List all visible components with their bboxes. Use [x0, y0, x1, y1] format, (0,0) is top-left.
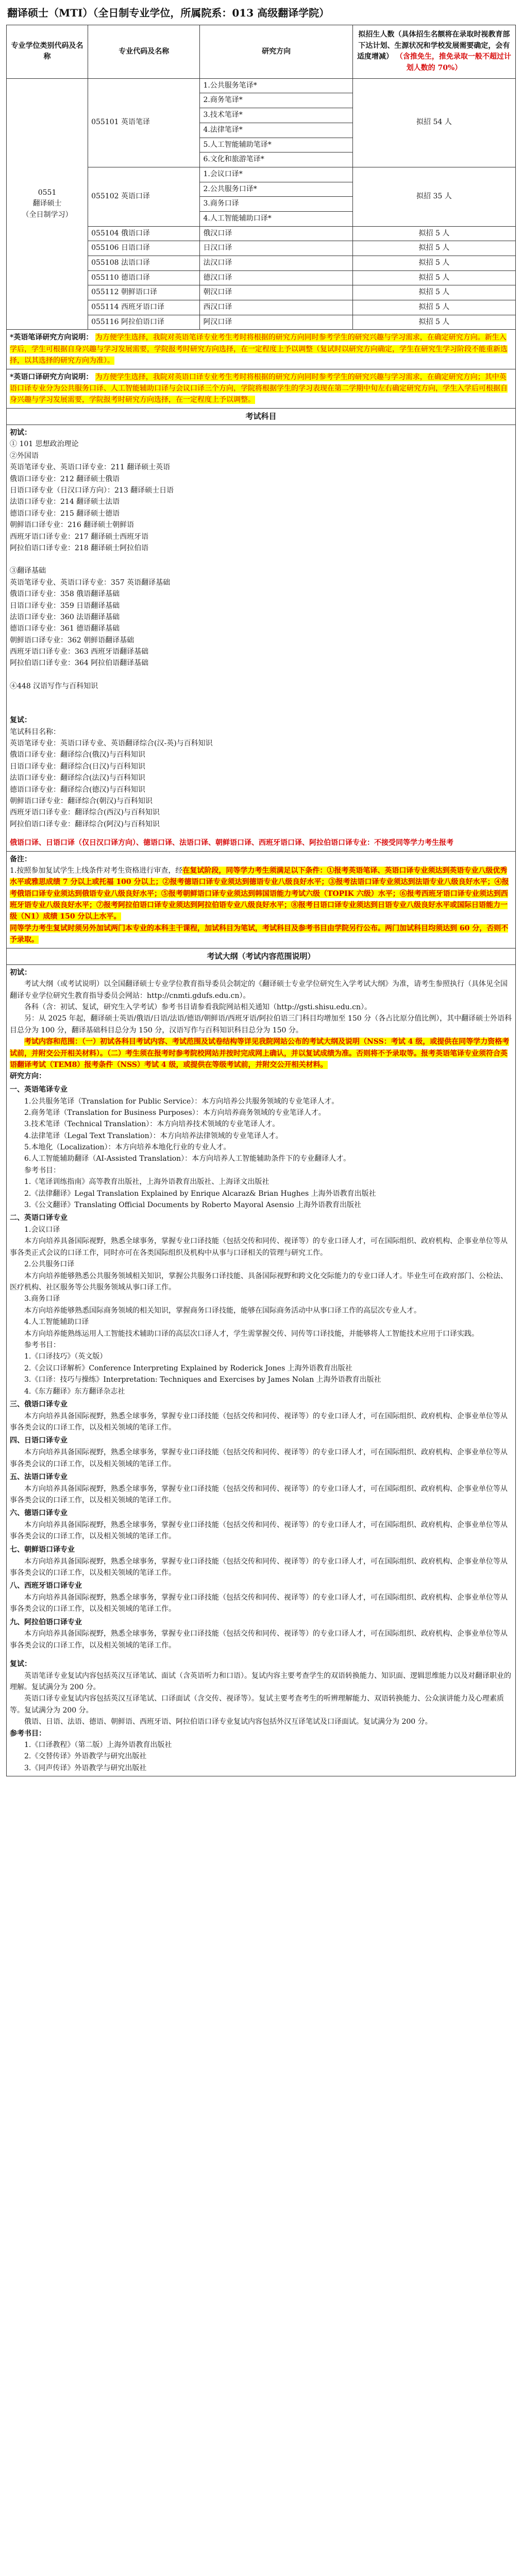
note-translation-block	[6, 330, 516, 369]
retest-paragraph: 英语笔译专业复试内容包括英汉互译笔试、面试（含英语听力和口语）。复试内容主要考查学生的双语转换能力、知识面、逻辑思维能力以及对翻译职业的理解。复试满分为 200 分。	[10, 1671, 511, 1692]
remarks-block	[6, 852, 516, 948]
note-interpreting-label: *英语口译研究方向说明：	[10, 372, 93, 381]
exam-item	[10, 669, 512, 681]
enrollment-header-text: 拟招生人数（具体招生名额将在录取时视教育部下达计划、生源状况和学校发展需要确定，会有适度增减）	[357, 30, 510, 61]
table-header-row	[7, 25, 516, 79]
major-cell: 055101 英语笔译	[88, 78, 200, 167]
exam-items	[10, 438, 512, 830]
major-cell: 055102 英语口译	[88, 167, 200, 226]
exam-item: 法语口译专业：214 翻译硕士法语	[10, 498, 120, 506]
exam-item: 法语口译专业：翻译综合(法汉)与百科知识	[10, 774, 145, 783]
remarks-highlight: 在复试阶段，同等学力考生须满足以下条件：①报考英语笔译、英语口译专业须达到英语专业八级优秀水平或雅思成绩 7 分以上或托福 100 分以上；②报考德语口译专业须达到德语专业八级良好水平；③报考法语口译专业须达到法语专业八级良好水平；④报考俄语口译专业须达到俄语专业八级良好水平；⑤报考朝鲜语口译专业须达到韩国语能力考试六级（TOPIK 六级）水平；⑥报考西班牙语口译专业须达到西班牙语专业八级良好水平；⑦报考阿拉伯语口译专业须达到阿拉伯语专业八级良好水平；⑧报考日语口译专业须达到日语专业八级良好水平或国际日语能力一级（N1）成绩 150 分以上水平。	[10, 866, 509, 921]
outline-section-paragraph: 3.商务口译	[24, 1295, 60, 1303]
header-direction: 研究方向	[200, 25, 352, 79]
exam-item: 西班牙语口译专业：217 翻译硕士西班牙语	[10, 532, 149, 541]
direction-cell: 朝汉口译	[200, 285, 352, 300]
direction-cell: 阿汉口译	[200, 315, 352, 330]
exam-heading: 考试科目	[6, 409, 516, 425]
exam-item: 德语口译专业：361 德语翻译基础	[10, 624, 120, 633]
enrollment-cell: 拟招 5 人	[352, 241, 515, 256]
major-cell: 055104 俄语口译	[88, 226, 200, 241]
outline-section-paragraph: 4.人工智能辅助口译	[24, 1318, 89, 1327]
category-cell: 0551 翻译硕士 （全日制学习）	[7, 78, 88, 330]
outline-section-paragraph: 本方向培养具备国际视野，熟悉全球事务，掌握专业口译技能（包括交传和同传、视译等）的专业口译人才，可在国际组织、政府机构、企事业单位等从事各类会议的口译工作，以及相关领域的笔译工作。	[10, 1412, 508, 1432]
direction-cell: 3.商务口译	[200, 197, 352, 212]
outline-heading: 考试大纲（考试内容范围说明）	[6, 948, 516, 965]
outline-section-paragraph: 本方向培养能熟练运用人工智能技术辅助口译的高层次口译人才，学生需掌握交传、同传等口译技能，并能够将人工智能技术应用于口译实践。	[24, 1329, 479, 1338]
note-translation-text: 为方便学生选择，我院对英语笔译专业考生考时将根据的研究方向同时参考学生的研究兴趣与学习需求，在确定研究方向。新生入学后，学生可根据自身兴趣与学习发展需要，学院报考时研究方向选择，在一定程度上予以调整（复试时以研究方向确定，学生在研究生学习阶段不能重新选择，以其选择的研究方向为准）。	[10, 333, 508, 365]
outline-intro-2: 各科（含：初试、复试，研究生入学考试）参考书目请参看我院网站相关通知（http://gsti.shisu.edu.cn）。	[24, 1003, 372, 1012]
exam-item: 法语口译专业：360 法语翻译基础	[10, 613, 120, 621]
exam-item: 朝鲜语口译专业：216 翻译硕士朝鲜语	[10, 521, 134, 530]
remarks-plain: 1.按照参加复试学生上线条件对考生资格进行审查，经	[10, 866, 183, 875]
direction-cell: 日汉口译	[200, 241, 352, 256]
major-table-body	[7, 78, 516, 330]
outline-section-paragraph: 1.会议口译	[24, 1226, 60, 1234]
exam-item: ②外国语	[10, 451, 39, 460]
outline-section-paragraph: 3.技术笔译（Technical Translation）：本方向培养技术领域的专业笔译人才。	[24, 1120, 280, 1129]
exam-item: 西班牙语口译专业：363 西班牙语翻译基础	[10, 648, 149, 656]
direction-cell: 1.会议口译*	[200, 167, 352, 182]
exam-item: 日语口译专业（日汉口译方向）：213 翻译硕士日语	[10, 486, 174, 495]
outline-section-paragraph: 1.公共服务笔译（Translation for Public Service）：本方向培养公共服务领域的专业笔译人才。	[24, 1097, 339, 1106]
exam-item: ③翻译基础	[10, 567, 46, 575]
direction-cell: 法汉口译	[200, 256, 352, 271]
exam-item: 阿拉伯语口译专业：364 阿拉伯语翻译基础	[10, 659, 149, 668]
enrollment-cell: 拟招 5 人	[352, 315, 515, 330]
outline-section-paragraph: 参考书目：	[24, 1341, 60, 1349]
refs-label: 参考书目：	[10, 1729, 46, 1738]
outline-section-title: 二、英语口译专业	[10, 1214, 68, 1223]
exam-block	[6, 425, 516, 852]
header-category: 专业学位类别代码及名称	[7, 25, 88, 79]
direction-cell: 西汉口译	[200, 300, 352, 315]
exam-item: 朝鲜语口译专业：362 朝鲜语翻译基础	[10, 636, 134, 645]
outline-section-paragraph: 5.本地化（Localization）：本方向培养本地化行业的专业人才。	[24, 1143, 231, 1152]
outline-section-paragraph: 本方向培养具备国际视野，熟悉全球事务，掌握专业口译技能（包括交传和同传、视译等）的专业口译人才，可在国际组织、政府机构、企事业单位等从事各类会议的口译工作，以及相关领域的笔译工作。	[10, 1630, 508, 1650]
outline-section-paragraph: 2.《会议口译解析》Conference Interpreting Explained by Roderick Jones 上海外语教育出版社	[24, 1364, 352, 1372]
direction-cell: 德汉口译	[200, 270, 352, 285]
outline-block	[6, 965, 516, 1776]
direction-cell: 3.技术笔译*	[200, 108, 352, 123]
exam-red-note: 俄语口译、日语口译（仅日汉口译方向）、德语口译、法语口译、朝鲜语口译、西班牙语口译、阿拉伯语口译专业：不接受同等学力考生报考	[10, 839, 453, 848]
outline-sections	[10, 1084, 512, 1651]
exam-item: 英语笔译专业、英语口译专业：211 翻译硕士英语	[10, 463, 171, 472]
outline-section-paragraph: 6.人工智能辅助翻译（AI-Assisted Translation）：本方向培养人工智能辅助条件下的专业翻译人才。	[24, 1155, 351, 1163]
direction-cell: 1.公共服务笔译*	[200, 78, 352, 93]
outline-first-label: 初试：	[10, 968, 31, 977]
exam-item: 德语口译专业：215 翻译硕士德语	[10, 509, 120, 518]
remarks-highlight-2: 同等学力考生复试时须另外加试两门本专业的本科主干课程，加试科目为笔试，考试科目及参考书目由学院另行公布。两门加试科目均须达到 60 分，否则不予录取。	[10, 924, 509, 944]
exam-item	[10, 554, 512, 565]
outline-section-paragraph: 3.《口译：技巧与操练》Interpretation: Techniques and Exercises by James Nolan 上海外语教育出版社	[24, 1376, 381, 1384]
retest-paragraph: 英语口译专业复试内容包括英汉互译笔试、口译面试（含交传、视译等）。复试主要考查考生的听辨理解能力、双语转换能力、公众演讲能力及心理素质等。复试满分为 200 分。	[10, 1694, 504, 1715]
exam-item: 英语笔译专业：英语口译专业、英语翻译综合(汉-英)与百科知识	[10, 739, 213, 748]
exam-item: 复试：	[10, 716, 31, 725]
outline-section-paragraph: 2.《法律翻译》Legal Translation Explained by Enrique Alcaraz& Brian Hughes 上海外语教育出版社	[24, 1189, 376, 1198]
outline-section-paragraph: 本方向培养具备国际视野，熟悉全球事务，掌握专业口译技能（包括交传和同传、视译等）的专业口译人才，可在国际组织、政府机构、企事业单位等从事各类正式会议的口译工作，同时亦可在各类国际组织及机构中从事与口译相关的管理与研究工作。	[10, 1237, 508, 1257]
outline-section-paragraph: 2.公共服务口译	[24, 1260, 75, 1269]
exam-item: 日语口译专业：翻译综合(日汉)与百科知识	[10, 762, 145, 771]
header-major: 专业代码及名称	[88, 25, 200, 79]
exam-item: 西班牙语口译专业：翻译综合(西汉)与百科知识	[10, 808, 160, 817]
outline-section-paragraph: 本方向培养具备国际视野，熟悉全球事务，掌握专业口译技能（包括交传和同传、视译等）的专业口译人才，可在国际组织、政府机构、企事业单位等从事各类会议的口译工作，以及相关领域的笔译工作。	[10, 1593, 508, 1614]
ref-item: 3.《同声传译》外语教学与研究出版社	[24, 1764, 147, 1772]
exam-item: 俄语口译专业：212 翻译硕士俄语	[10, 474, 120, 483]
exam-item: 德语口译专业：翻译综合(德汉)与百科知识	[10, 785, 145, 794]
note-interpreting-block	[6, 369, 516, 409]
direction-cell: 2.商务笔译*	[200, 93, 352, 108]
outline-section-title: 八、西班牙语口译专业	[10, 1582, 82, 1590]
outline-section-title: 五、法语口译专业	[10, 1472, 68, 1481]
outline-section-paragraph: 本方向培养具备国际视野，熟悉全球事务，掌握专业口译技能（包括交传和同传、视译等）的专业口译人才，可在国际组织、政府机构、企事业单位等从事各类会议的口译工作，以及相关领域的笔译工作。	[10, 1521, 508, 1541]
table-row	[7, 78, 516, 93]
major-cell: 055106 日语口译	[88, 241, 200, 256]
retest-paras	[10, 1670, 512, 1728]
ref-item: 1.《口译教程》（第二版）上海外语教育出版社	[24, 1740, 172, 1749]
outline-section-paragraph: 本方向培养能够熟悉公共服务领域相关知识，掌握公共服务口译技能、具备国际视野和跨文化交际能力的专业口译人才。毕业生可在政府部门、公检法、医疗机构、社区服务等公共服务领域从事口译工作。	[10, 1272, 508, 1292]
remarks-label: 备注：	[10, 855, 31, 863]
ref-item: 2.《交替传译》外语教学与研究出版社	[24, 1752, 147, 1761]
outline-section-paragraph: 4.《东方翻译》东方翻译杂志社	[24, 1387, 125, 1396]
outline-section-title: 三、俄语口译专业	[10, 1400, 68, 1409]
outline-section-paragraph: 2.商务笔译（Translation for Business Purposes）：本方向培养商务领域的专业笔译人才。	[24, 1108, 326, 1117]
enrollment-cell: 拟招 5 人	[352, 270, 515, 285]
exam-item: 俄语口译专业：358 俄语翻译基础	[10, 590, 120, 599]
exam-item	[10, 692, 512, 703]
direction-cell: 4.法律笔译*	[200, 123, 352, 138]
retest-label: 复试：	[10, 1660, 31, 1669]
header-enrollment	[352, 25, 515, 79]
outline-extra: 另：从 2025 年起，翻译硕士英语/俄语/日语/法语/德语/朝鲜语/西班牙语/阿拉伯语三门科目均增加至 150 分（各占比原分值比例），其中翻译硕士外语科目总分为 100 分，翻译基础科目总分为 150 分，汉语写作与百科知识科目总分为 150 分。	[10, 1014, 512, 1035]
outline-intro: 考试大纲（或考试说明）以全国翻译硕士专业学位教育指导委员会制定的《翻译硕士专业学位研究生入学考试大纲》为准，请考生参照执行（具体见全国翻译专业学位研究生教育指导委员会网站：http://cnmti.gdufs.edu.cn）。	[10, 980, 508, 1000]
major-cell: 055108 法语口译	[88, 256, 200, 271]
direction-cell: 俄汉口译	[200, 226, 352, 241]
exam-item: 英语笔译专业、英语口译专业：357 英语翻译基础	[10, 578, 171, 587]
outline-section-paragraph: 1.《笔译训练指南》高等教育出版社，上海外语教育出版社、上海译文出版社	[24, 1178, 270, 1187]
outline-section-paragraph: 本方向培养具备国际视野，熟悉全球事务，掌握专业口译技能（包括交传和同传、视译等）的专业口译人才，可在国际组织、政府机构、企事业单位等从事各类会议的口译工作，以及相关领域的笔译工作。	[10, 1484, 508, 1504]
major-cell: 055114 西班牙语口译	[88, 300, 200, 315]
enrollment-cell: 拟招 5 人	[352, 300, 515, 315]
exam-item: ④448 汉语写作与百科知识	[10, 682, 98, 690]
exam-item: 阿拉伯语口译专业：翻译综合(阿汉)与百科知识	[10, 820, 160, 828]
outline-section-title: 一、英语笔译专业	[10, 1085, 68, 1094]
outline-section-paragraph: 本方向培养具备国际视野，熟悉全球事务，掌握专业口译技能（包括交传和同传、视译等）的专业口译人才，可在国际组织、政府机构、企事业单位等从事各类会议的口译工作，以及相关领域的笔译工作。	[10, 1557, 508, 1577]
major-cell: 055112 朝鲜语口译	[88, 285, 200, 300]
exam-item: 笔试科目名称：	[10, 727, 60, 736]
direction-cell: 4.人工智能辅助口译*	[200, 211, 352, 226]
exam-item: 朝鲜语口译专业：翻译综合(朝汉)与百科知识	[10, 796, 153, 805]
retest-paragraph: 俄语、日语、法语、德语、朝鲜语、西班牙语、阿拉伯语口译专业复试内容包括外汉互译笔试及口译面试。复试满分为 200 分。	[24, 1718, 432, 1726]
enrollment-cell: 拟招 5 人	[352, 226, 515, 241]
outline-section-paragraph: 4.法律笔译（Legal Text Translation）：本方向培养法律领域的专业笔译人才。	[24, 1131, 283, 1140]
outline-section-title: 四、日语口译专业	[10, 1436, 68, 1445]
page-title: 翻译硕士（MTI）（全日制专业学位，所属院系：013 高级翻译学院）	[7, 7, 330, 19]
outline-section-paragraph: 参考书目：	[24, 1166, 60, 1175]
enrollment-cell: 拟招 54 人	[352, 78, 515, 167]
enrollment-cell: 拟招 35 人	[352, 167, 515, 226]
outline-red-note: 考试内容和范围：（一）初试各科目考试内容、考试范围及试卷结构等详见我院网站公布的考试大纲及说明（NSS：考试 4 级，或提供在同等学力资格考试前，并附交公开相关材料）。（二）考生须在报考时参考院校网站并按时完成网上确认，并以复试成绩为准。否则将不予录取等。报考英语笔译专业须符合英语翻译考试（TEM8）报考条件（NSS）考试 4 级，或提供在等级考试前，并附交公开相关材料。	[10, 1038, 510, 1070]
major-cell: 055116 阿拉伯语口译	[88, 315, 200, 330]
exam-item: 阿拉伯语口译专业：218 翻译硕士阿拉伯语	[10, 544, 149, 552]
outline-section-paragraph: 本方向培养具备国际视野，熟悉全球事务，掌握专业口译技能（包括交传和同传、视译等）的专业口译人才，可在国际组织、政府机构、企事业单位等从事各类会议的口译工作，以及相关领域的笔译工作。	[10, 1448, 508, 1468]
note-translation-label: *英语笔译研究方向说明：	[10, 333, 93, 342]
direction-cell: 2.公共服务口译*	[200, 182, 352, 197]
exam-item: 俄语口译专业：翻译综合(俄汉)与百科知识	[10, 751, 145, 759]
outline-section-paragraph: 3.《公文翻译》Translating Official Documents by Roberto Mayoral Asensio 上海外语教育出版社	[24, 1201, 361, 1210]
note-interpreting-text: 为方便学生选择，我院对英语口译专业考生考时将根据的研究方向同时参考学生的研究兴趣与学习需求，在确定研究方向；其中英语口译专业分为公共服务口译、人工智能辅助口译与会议口译三个方向，学院将根据学生的学习表现在第二学期中旬左右确定研究方向，学生入学后可根据自身兴趣与学习发展需要，学院报考时研究方向选择，在一定程度上予以调整。	[10, 372, 508, 404]
outline-section-paragraph: 本方向培养能够熟悉国际商务领域的相关知识，掌握商务口译技能，能够在国际商务活动中从事口译工作的高层次专业人才。	[24, 1306, 421, 1315]
exam-item: 日语口译专业：359 日语翻译基础	[10, 601, 120, 610]
outline-section-title: 七、朝鲜语口译专业	[10, 1545, 75, 1554]
direction-cell: 5.人工智能辅助笔译*	[200, 138, 352, 152]
refs-list	[10, 1739, 512, 1774]
major-table	[6, 25, 516, 330]
exam-item	[10, 703, 512, 715]
enrollment-cell: 拟招 5 人	[352, 285, 515, 300]
major-cell: 055110 德语口译	[88, 270, 200, 285]
outline-section-title: 六、德语口译专业	[10, 1509, 68, 1518]
exam-item: ① 101 思想政治理论	[10, 440, 79, 449]
exam-first-label: 初试：	[10, 429, 31, 437]
outline-section-title: 九、阿拉伯语口译专业	[10, 1618, 82, 1626]
research-label: 研究方向：	[10, 1072, 46, 1081]
enrollment-cell: 拟招 5 人	[352, 256, 515, 271]
outline-section-paragraph: 1.《口译技巧》（英文版）	[24, 1352, 107, 1361]
direction-cell: 6.文化和旅游笔译*	[200, 152, 352, 167]
enrollment-note: （含推免生，推免录取一般不超过计划人数的 70%）	[395, 53, 511, 73]
